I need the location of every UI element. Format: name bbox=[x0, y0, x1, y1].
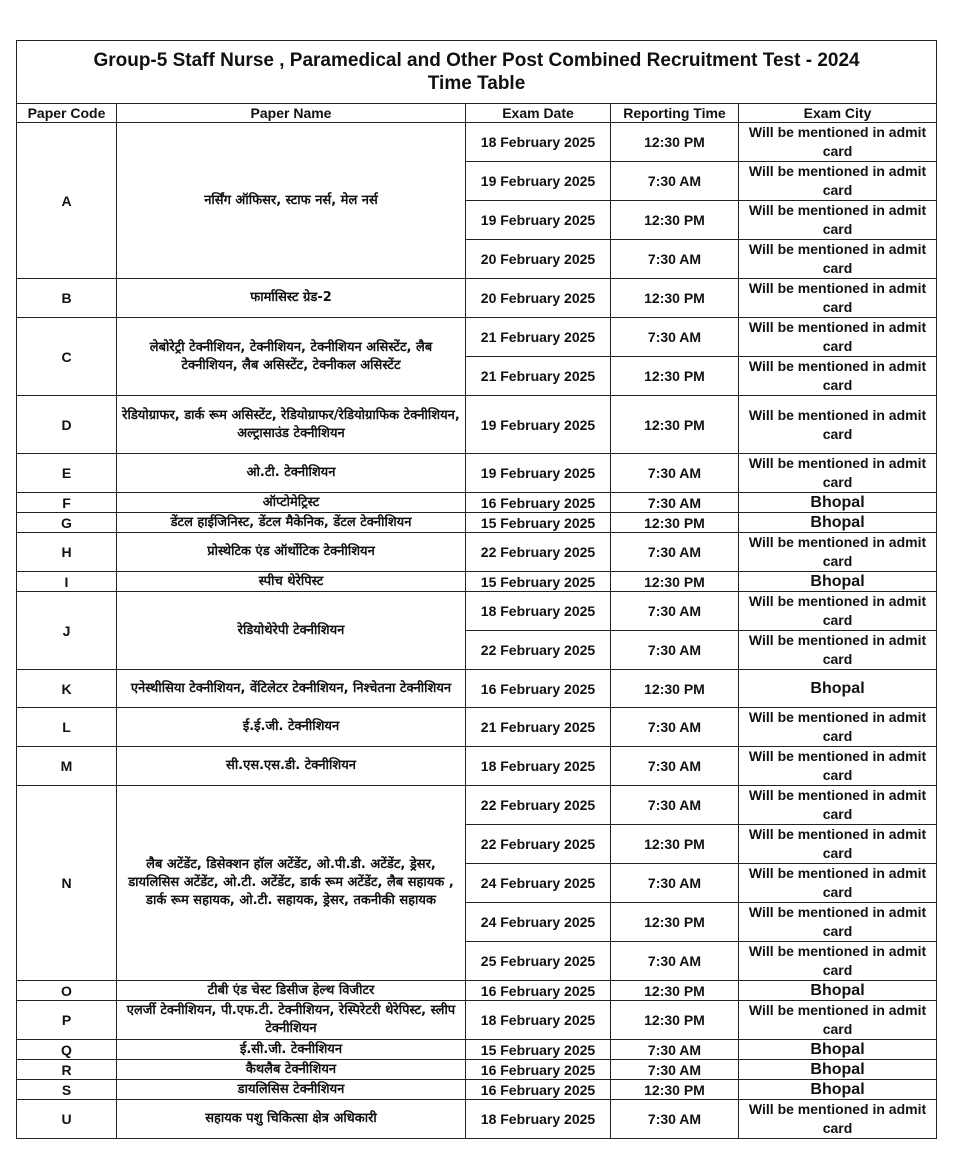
exam-city: Will be mentioned in admit card bbox=[739, 123, 937, 162]
exam-date: 20 February 2025 bbox=[466, 240, 611, 279]
exam-city: Will be mentioned in admit card bbox=[739, 708, 937, 747]
table-row bbox=[17, 572, 937, 592]
reporting-time: 7:30 AM bbox=[611, 162, 739, 201]
paper-name: रेडियोथेरेपी टेक्नीशियन bbox=[117, 592, 466, 670]
exam-date: 16 February 2025 bbox=[466, 1060, 611, 1080]
exam-city: Will be mentioned in admit card bbox=[739, 357, 937, 396]
exam-date: 16 February 2025 bbox=[466, 670, 611, 708]
paper-code: R bbox=[17, 1060, 117, 1080]
paper-name: रेडियोग्राफर, डार्क रूम असिस्टेंट, रेडियोग्राफर/रेडियोग्राफिक टेक्नीशियन, अल्ट्रासाउंड टेक्नीशियन bbox=[117, 396, 466, 454]
document-subtitle: Time Table bbox=[427, 73, 526, 94]
exam-date: 15 February 2025 bbox=[466, 513, 611, 533]
paper-name: डायलिसिस टेक्नीशियन bbox=[117, 1080, 466, 1100]
exam-city: Will be mentioned in admit card bbox=[739, 240, 937, 279]
reporting-time: 12:30 PM bbox=[611, 981, 739, 1001]
paper-code: D bbox=[17, 396, 117, 454]
paper-code: U bbox=[17, 1100, 117, 1139]
paper-name: ई.सी.जी. टेक्नीशियन bbox=[117, 1040, 466, 1060]
reporting-time: 7:30 AM bbox=[611, 942, 739, 981]
exam-date: 18 February 2025 bbox=[466, 1001, 611, 1040]
exam-city: Will be mentioned in admit card bbox=[739, 279, 937, 318]
exam-date: 19 February 2025 bbox=[466, 454, 611, 493]
table-row bbox=[17, 318, 937, 357]
table-row bbox=[17, 1001, 937, 1040]
table-row bbox=[17, 1040, 937, 1060]
table-row bbox=[17, 533, 937, 572]
exam-date: 19 February 2025 bbox=[466, 201, 611, 240]
table-row bbox=[17, 1100, 937, 1139]
reporting-time: 12:30 PM bbox=[611, 903, 739, 942]
paper-name: टीबी एंड चेस्ट डिसीज हेल्थ विजीटर bbox=[117, 981, 466, 1001]
paper-code: O bbox=[17, 981, 117, 1001]
table-row bbox=[17, 123, 937, 162]
timetable-body bbox=[17, 123, 937, 1139]
paper-name: सी.एस.एस.डी. टेक्नीशियन bbox=[117, 747, 466, 786]
paper-name: फार्मासिस्ट ग्रेड-2 bbox=[117, 279, 466, 318]
reporting-time: 12:30 PM bbox=[611, 1001, 739, 1040]
paper-name: ई.ई.जी. टेक्नीशियन bbox=[117, 708, 466, 747]
paper-name: एलर्जी टेक्नीशियन, पी.एफ.टी. टेक्नीशियन, रेस्पिरेटरी थेरेपिस्ट, स्लीप टेक्नीशियन bbox=[117, 1001, 466, 1040]
paper-code: N bbox=[17, 786, 117, 981]
reporting-time: 12:30 PM bbox=[611, 572, 739, 592]
reporting-time: 7:30 AM bbox=[611, 592, 739, 631]
reporting-time: 7:30 AM bbox=[611, 454, 739, 493]
table-row bbox=[17, 670, 937, 708]
reporting-time: 7:30 AM bbox=[611, 318, 739, 357]
exam-city: Bhopal bbox=[739, 670, 937, 708]
title-cell bbox=[17, 41, 937, 104]
exam-date: 21 February 2025 bbox=[466, 708, 611, 747]
exam-city: Bhopal bbox=[739, 572, 937, 592]
table-row bbox=[17, 493, 937, 513]
exam-date: 16 February 2025 bbox=[466, 493, 611, 513]
paper-code: P bbox=[17, 1001, 117, 1040]
exam-date: 18 February 2025 bbox=[466, 747, 611, 786]
table-row bbox=[17, 708, 937, 747]
paper-name: एनेस्थीसिया टेक्नीशियन, वेंटिलेटर टेक्नीशियन, निश्चेतना टेक्नीशियन bbox=[117, 670, 466, 708]
reporting-time: 7:30 AM bbox=[611, 240, 739, 279]
table-row bbox=[17, 592, 937, 631]
reporting-time: 12:30 PM bbox=[611, 279, 739, 318]
exam-date: 21 February 2025 bbox=[466, 357, 611, 396]
timetable bbox=[16, 40, 937, 1139]
paper-name: ओ.टी. टेक्नीशियन bbox=[117, 454, 466, 493]
paper-code: H bbox=[17, 533, 117, 572]
table-row bbox=[17, 1080, 937, 1100]
table-row bbox=[17, 981, 937, 1001]
header-paper-code: Paper Code bbox=[17, 104, 117, 123]
paper-name: कैथलैब टेक्नीशियन bbox=[117, 1060, 466, 1080]
table-row bbox=[17, 747, 937, 786]
exam-city: Will be mentioned in admit card bbox=[739, 1100, 937, 1139]
header-exam-date: Exam Date bbox=[466, 104, 611, 123]
exam-city: Will be mentioned in admit card bbox=[739, 864, 937, 903]
exam-city: Will be mentioned in admit card bbox=[739, 747, 937, 786]
paper-name: लेबोरेट्री टेक्नीशियन, टेक्नीशियन, टेक्नीशियन असिस्टेंट, लैब टेक्नीशियन, लैब असिस्टेंट, टेक्नीकल असिस्टेंट bbox=[117, 318, 466, 396]
exam-date: 22 February 2025 bbox=[466, 533, 611, 572]
exam-city: Bhopal bbox=[739, 1060, 937, 1080]
exam-city: Bhopal bbox=[739, 513, 937, 533]
exam-date: 22 February 2025 bbox=[466, 786, 611, 825]
table-row bbox=[17, 396, 937, 454]
paper-name: डेंटल हाईजिनिस्ट, डेंटल मैकेनिक, डेंटल टेक्नीशियन bbox=[117, 513, 466, 533]
exam-date: 24 February 2025 bbox=[466, 864, 611, 903]
paper-name: नर्सिंग ऑफिसर, स्टाफ नर्स, मेल नर्स bbox=[117, 123, 466, 279]
exam-city: Will be mentioned in admit card bbox=[739, 318, 937, 357]
reporting-time: 12:30 PM bbox=[611, 201, 739, 240]
exam-date: 16 February 2025 bbox=[466, 981, 611, 1001]
exam-city: Will be mentioned in admit card bbox=[739, 1001, 937, 1040]
exam-city: Will be mentioned in admit card bbox=[739, 454, 937, 493]
paper-code: F bbox=[17, 493, 117, 513]
reporting-time: 7:30 AM bbox=[611, 747, 739, 786]
exam-date: 25 February 2025 bbox=[466, 942, 611, 981]
paper-code: C bbox=[17, 318, 117, 396]
reporting-time: 12:30 PM bbox=[611, 513, 739, 533]
exam-date: 15 February 2025 bbox=[466, 1040, 611, 1060]
exam-city: Will be mentioned in admit card bbox=[739, 592, 937, 631]
document-title: Group-5 Staff Nurse , Paramedical and Other Post Combined Recruitment Test - 2024 bbox=[93, 50, 860, 71]
exam-city: Will be mentioned in admit card bbox=[739, 396, 937, 454]
paper-name: स्पीच थेरेपिस्ट bbox=[117, 572, 466, 592]
exam-date: 22 February 2025 bbox=[466, 631, 611, 670]
table-row bbox=[17, 513, 937, 533]
paper-code: S bbox=[17, 1080, 117, 1100]
exam-city: Will be mentioned in admit card bbox=[739, 201, 937, 240]
exam-city: Will be mentioned in admit card bbox=[739, 162, 937, 201]
reporting-time: 7:30 AM bbox=[611, 533, 739, 572]
reporting-time: 12:30 PM bbox=[611, 1080, 739, 1100]
exam-date: 16 February 2025 bbox=[466, 1080, 611, 1100]
exam-city: Bhopal bbox=[739, 493, 937, 513]
paper-code: B bbox=[17, 279, 117, 318]
exam-date: 18 February 2025 bbox=[466, 1100, 611, 1139]
header-reporting-time: Reporting Time bbox=[611, 104, 739, 123]
paper-code: J bbox=[17, 592, 117, 670]
table-row bbox=[17, 279, 937, 318]
paper-code: Q bbox=[17, 1040, 117, 1060]
reporting-time: 7:30 AM bbox=[611, 493, 739, 513]
reporting-time: 12:30 PM bbox=[611, 123, 739, 162]
header-row bbox=[17, 104, 937, 123]
paper-name: प्रोस्थेटिक एंड ऑर्थोटिक टेक्नीशियन bbox=[117, 533, 466, 572]
exam-date: 24 February 2025 bbox=[466, 903, 611, 942]
timetable-document bbox=[16, 40, 936, 1139]
exam-city: Bhopal bbox=[739, 981, 937, 1001]
paper-code: I bbox=[17, 572, 117, 592]
table-row bbox=[17, 454, 937, 493]
paper-code: L bbox=[17, 708, 117, 747]
reporting-time: 7:30 AM bbox=[611, 631, 739, 670]
exam-city: Will be mentioned in admit card bbox=[739, 533, 937, 572]
reporting-time: 7:30 AM bbox=[611, 786, 739, 825]
exam-city: Will be mentioned in admit card bbox=[739, 786, 937, 825]
reporting-time: 7:30 AM bbox=[611, 1100, 739, 1139]
reporting-time: 7:30 AM bbox=[611, 708, 739, 747]
reporting-time: 7:30 AM bbox=[611, 1040, 739, 1060]
header-paper-name: Paper Name bbox=[117, 104, 466, 123]
exam-date: 21 February 2025 bbox=[466, 318, 611, 357]
exam-date: 19 February 2025 bbox=[466, 396, 611, 454]
table-row bbox=[17, 786, 937, 825]
exam-city: Will be mentioned in admit card bbox=[739, 825, 937, 864]
exam-city: Will be mentioned in admit card bbox=[739, 942, 937, 981]
exam-date: 18 February 2025 bbox=[466, 123, 611, 162]
paper-code: A bbox=[17, 123, 117, 279]
paper-code: K bbox=[17, 670, 117, 708]
reporting-time: 12:30 PM bbox=[611, 396, 739, 454]
exam-city: Will be mentioned in admit card bbox=[739, 631, 937, 670]
exam-city: Bhopal bbox=[739, 1080, 937, 1100]
reporting-time: 7:30 AM bbox=[611, 1060, 739, 1080]
paper-name: ऑप्टोमेट्रिस्ट bbox=[117, 493, 466, 513]
paper-name: सहायक पशु चिकित्सा क्षेत्र अधिकारी bbox=[117, 1100, 466, 1139]
reporting-time: 12:30 PM bbox=[611, 670, 739, 708]
paper-code: G bbox=[17, 513, 117, 533]
paper-name: लैब अटेंडेंट, डिसेक्शन हॉल अटेंडेंट, ओ.पी.डी. अटेंडेंट, ड्रेसर, डायलिसिस अटेंडेंट, ओ.टी. अटेंडेंट, डार्क रूम अटेंडेंट, लैब सहायक , डार्क रूम सहायक, ओ.टी. सहायक, ड्रेसर, तकनीकी सहायक bbox=[117, 786, 466, 981]
header-exam-city: Exam City bbox=[739, 104, 937, 123]
exam-date: 19 February 2025 bbox=[466, 162, 611, 201]
paper-code: E bbox=[17, 454, 117, 493]
exam-city: Bhopal bbox=[739, 1040, 937, 1060]
exam-date: 20 February 2025 bbox=[466, 279, 611, 318]
table-row bbox=[17, 1060, 937, 1080]
exam-date: 22 February 2025 bbox=[466, 825, 611, 864]
reporting-time: 7:30 AM bbox=[611, 864, 739, 903]
exam-date: 18 February 2025 bbox=[466, 592, 611, 631]
exam-date: 15 February 2025 bbox=[466, 572, 611, 592]
reporting-time: 12:30 PM bbox=[611, 825, 739, 864]
exam-city: Will be mentioned in admit card bbox=[739, 903, 937, 942]
reporting-time: 12:30 PM bbox=[611, 357, 739, 396]
paper-code: M bbox=[17, 747, 117, 786]
